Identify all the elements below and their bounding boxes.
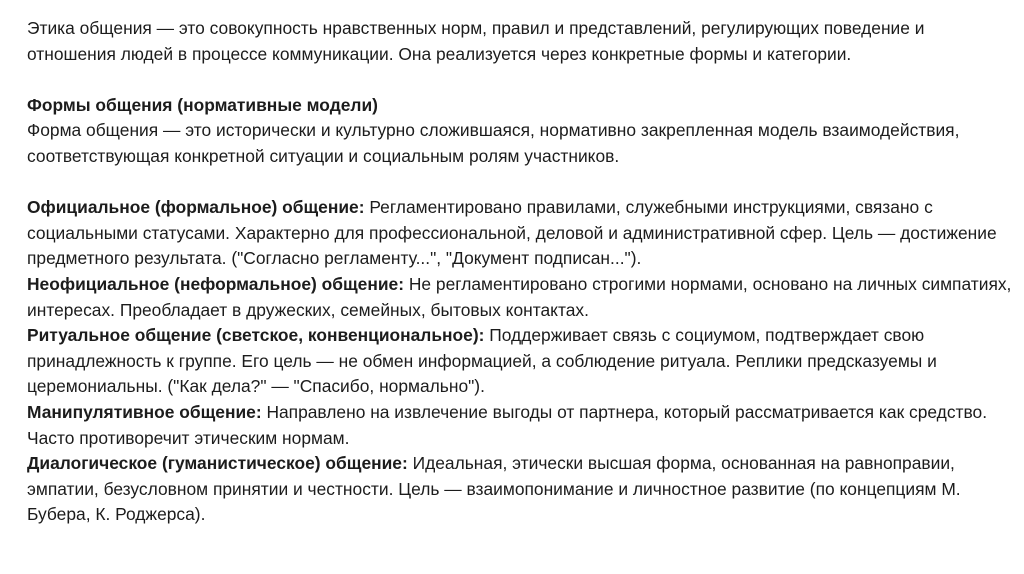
- spacer: [27, 67, 1012, 93]
- intro-paragraph: Этика общения — это совокупность нравственных норм, правил и представлений, регулирующих поведение и отношения людей в процессе коммуникации. Она реализуется через конкретные формы и категории.: [27, 18, 925, 64]
- spacer: [27, 170, 1012, 196]
- type-dialogic: [27, 451, 1012, 528]
- type-term: Манипулятивное общение:: [27, 401, 262, 422]
- type-description: Регламентировано правилами, служебными инструкциями, связано с социальными статусами. Характерно для профессиональной, деловой и административной сфер. Цель — достижение предметного результата. ("Согласно регламенту...", "Документ подписан...").: [27, 197, 997, 269]
- forms-heading: Формы общения (нормативные модели): [27, 94, 378, 115]
- type-description: Идеальная, этически высшая форма, основанная на равноправии, эмпатии, безусловном принятии и честности. Цель — взаимопонимание и личностное развитие (по концепциям М. Бубера, К. Роджерса).: [27, 453, 961, 525]
- type-official: [27, 195, 1012, 272]
- type-description: Направлено на извлечение выгоды от партнера, который рассматривается как средство. Часто противоречит этическим нормам.: [27, 401, 988, 448]
- type-term: Официальное (формальное) общение:: [27, 197, 365, 218]
- slide-content: [27, 16, 1012, 528]
- type-term: Диалогическое (гуманистическое) общение:: [27, 453, 408, 474]
- type-description: Поддерживает связь с социумом, подтверждает свою принадлежность к группе. Его цель — не обмен информацией, а соблюдение ритуала. Реплики предсказуемы и церемониальны. ("Как дела?" — "Спасибо, нормально").: [27, 325, 937, 397]
- type-term: Неофициальное (неформальное) общение:: [27, 273, 404, 294]
- forms-definition: Форма общения — это исторически и культурно сложившаяся, нормативно закрепленная модель взаимодействия, соответствующая конкретной ситуации и социальным ролям участников.: [27, 120, 960, 166]
- type-unofficial: [27, 272, 1012, 323]
- type-term: Ритуальное общение (светское, конвенциональное):: [27, 325, 485, 346]
- type-ritual: [27, 323, 1012, 400]
- type-manipulative: [27, 400, 1012, 451]
- type-description: Не регламентировано строгими нормами, основано на личных симпатиях, интересах. Преобладает в дружеских, семейных, бытовых контактах.: [27, 273, 1012, 320]
